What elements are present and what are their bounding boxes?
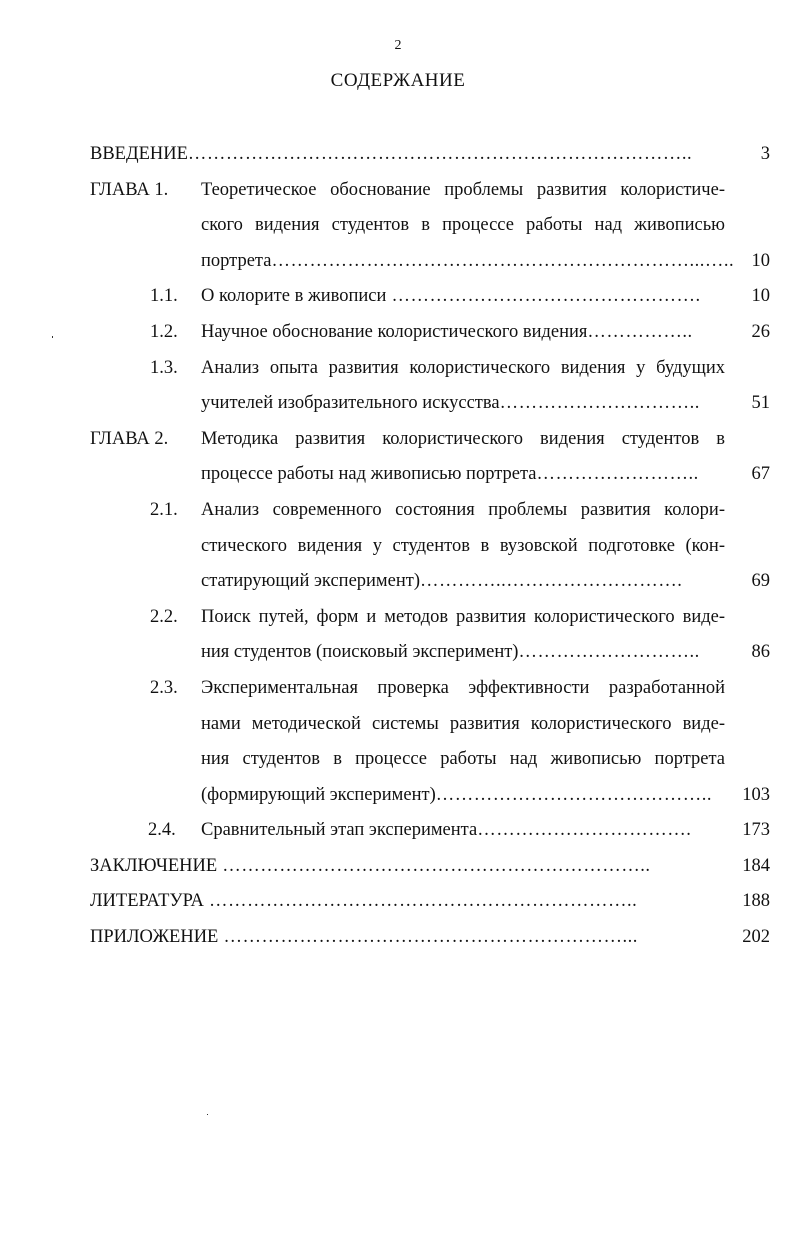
toc-entry-text: процессе работы над живописью портрета [201, 464, 537, 485]
toc-entry-text: ния студентов в процессе работы над живописью портрета [201, 749, 725, 770]
toc-entry-text: Экспериментальная проверка эффективности разработанной [201, 677, 725, 698]
toc-entry-section-2-3-cont [90, 711, 770, 747]
toc-page-number: 3 [760, 144, 770, 164]
toc-entry-chapter-2[interactable] [90, 426, 770, 462]
toc-section-label: 2.2. [150, 606, 178, 627]
toc-section-label: 2.1. [150, 499, 178, 520]
leader-dots: …………………….. [536, 464, 699, 485]
toc-entry-text: О колорите в живописи [201, 286, 387, 307]
leader-dots: …………………………………………………………...….. [271, 250, 735, 271]
table-of-contents [90, 141, 770, 960]
leader-dots: …………..………………………. [420, 571, 683, 592]
toc-section-label: 2.4. [148, 820, 176, 841]
toc-page-number: 69 [751, 571, 770, 592]
toc-entry-text: Научное обоснование колористического видения [201, 321, 588, 342]
toc-page-number: 86 [751, 642, 770, 663]
toc-section-label: 1.1. [150, 286, 178, 307]
toc-entry-title: ЗАКЛЮЧЕНИЕ [90, 855, 218, 876]
toc-entry-text: Поиск путей, форм и методов развития колористического виде- [201, 606, 725, 627]
toc-entry-text: портрета [201, 250, 272, 271]
leader-dots: …………………………………………. [386, 286, 701, 307]
toc-page-number: 51 [751, 393, 770, 414]
leader-dots: …………….. [587, 321, 693, 342]
toc-entry-chapter-1[interactable] [90, 177, 770, 213]
toc-entry-section-2-1-cont [90, 533, 770, 569]
toc-entry-section-2-4[interactable] [90, 817, 770, 853]
toc-entry-section-1-2[interactable] [90, 319, 770, 355]
toc-entry-section-1-1[interactable] [90, 283, 770, 319]
toc-entry-text: Теоретическое обоснование проблемы развития колористиче- [201, 179, 725, 200]
leader-dots: ………………………………………………………….. [203, 891, 638, 912]
toc-entry-section-1-3-end [90, 390, 770, 426]
toc-entry-appendix[interactable] [90, 924, 770, 960]
toc-page-number: 26 [751, 321, 770, 342]
toc-entry-text: учителей изобразительного искусства [201, 393, 500, 414]
toc-entry-conclusion[interactable] [90, 853, 770, 889]
leader-dots: ………………………………………………………... [218, 927, 638, 948]
leader-dots: ………………………….. [499, 393, 700, 414]
toc-entry-text: нами методической системы развития колористического виде- [201, 713, 725, 734]
toc-entry-text: Анализ опыта развития колористического видения у будущих [201, 357, 725, 378]
toc-entry-section-2-1[interactable] [90, 497, 770, 533]
toc-entry-title: ПРИЛОЖЕНИЕ [90, 927, 219, 948]
toc-entry-section-2-2-end [90, 639, 770, 675]
toc-page-number: 103 [742, 784, 770, 805]
toc-entry-text: Анализ современного состояния проблемы развития колори- [201, 499, 725, 520]
toc-entry-section-2-3-end [90, 782, 770, 818]
page-number: 2 [394, 38, 402, 53]
toc-entry-section-2-3[interactable] [90, 675, 770, 711]
toc-page-number: 10 [751, 250, 770, 271]
toc-entry-chapter-2-end [90, 461, 770, 497]
toc-entry-section-2-2[interactable] [90, 604, 770, 640]
toc-page-number: 173 [742, 820, 770, 841]
toc-entry-text: стического видения у студентов в вузовской подготовке (кон- [201, 535, 725, 556]
leader-dots: ………………………………………………………….. [217, 855, 651, 876]
leader-dots: ……………………………. [477, 820, 692, 841]
toc-section-label: 1.2. [150, 321, 178, 342]
toc-entry-title: ЛИТЕРАТУРА [90, 891, 204, 912]
toc-page-number: 184 [742, 855, 770, 876]
toc-entry-text: Методика развития колористического видения студентов в [201, 428, 725, 449]
toc-entry-literature[interactable] [90, 888, 770, 924]
toc-section-label: 1.3. [150, 357, 178, 378]
toc-section-label: 2.3. [150, 677, 178, 698]
toc-page-number: 67 [751, 464, 770, 485]
toc-page-number: 188 [742, 891, 770, 912]
leader-dots: …………………………………………………………………….. [187, 144, 693, 164]
toc-entry-text: ского видения студентов в процессе работы над живописью [201, 215, 725, 236]
toc-entry-chapter-1-cont [90, 212, 770, 248]
toc-entry-section-2-3-cont [90, 746, 770, 782]
toc-page-number: 202 [742, 927, 770, 948]
scan-speck [52, 336, 53, 338]
toc-entry-text: Сравнительный этап эксперимента [201, 820, 478, 841]
toc-entry-text: статирующий эксперимент) [201, 571, 420, 592]
toc-entry-text: (формирующий эксперимент) [201, 784, 436, 805]
scan-speck [207, 1114, 208, 1115]
toc-chapter-label: ГЛАВА 1. [90, 179, 169, 200]
toc-chapter-label: ГЛАВА 2. [90, 428, 169, 449]
leader-dots: ……………………….. [518, 642, 700, 663]
page-title: СОДЕРЖАНИЕ [330, 70, 466, 91]
toc-entry-introduction[interactable] [90, 141, 770, 177]
toc-entry-text: ния студентов (поисковый эксперимент) [201, 642, 519, 663]
toc-entry-chapter-1-end [90, 248, 770, 284]
toc-entry-section-1-3[interactable] [90, 355, 770, 391]
leader-dots: …………………………………….. [435, 784, 712, 805]
toc-entry-section-2-1-end [90, 568, 770, 604]
toc-entry-title: ВВЕДЕНИЕ [90, 144, 188, 164]
toc-page-number: 10 [751, 286, 770, 307]
